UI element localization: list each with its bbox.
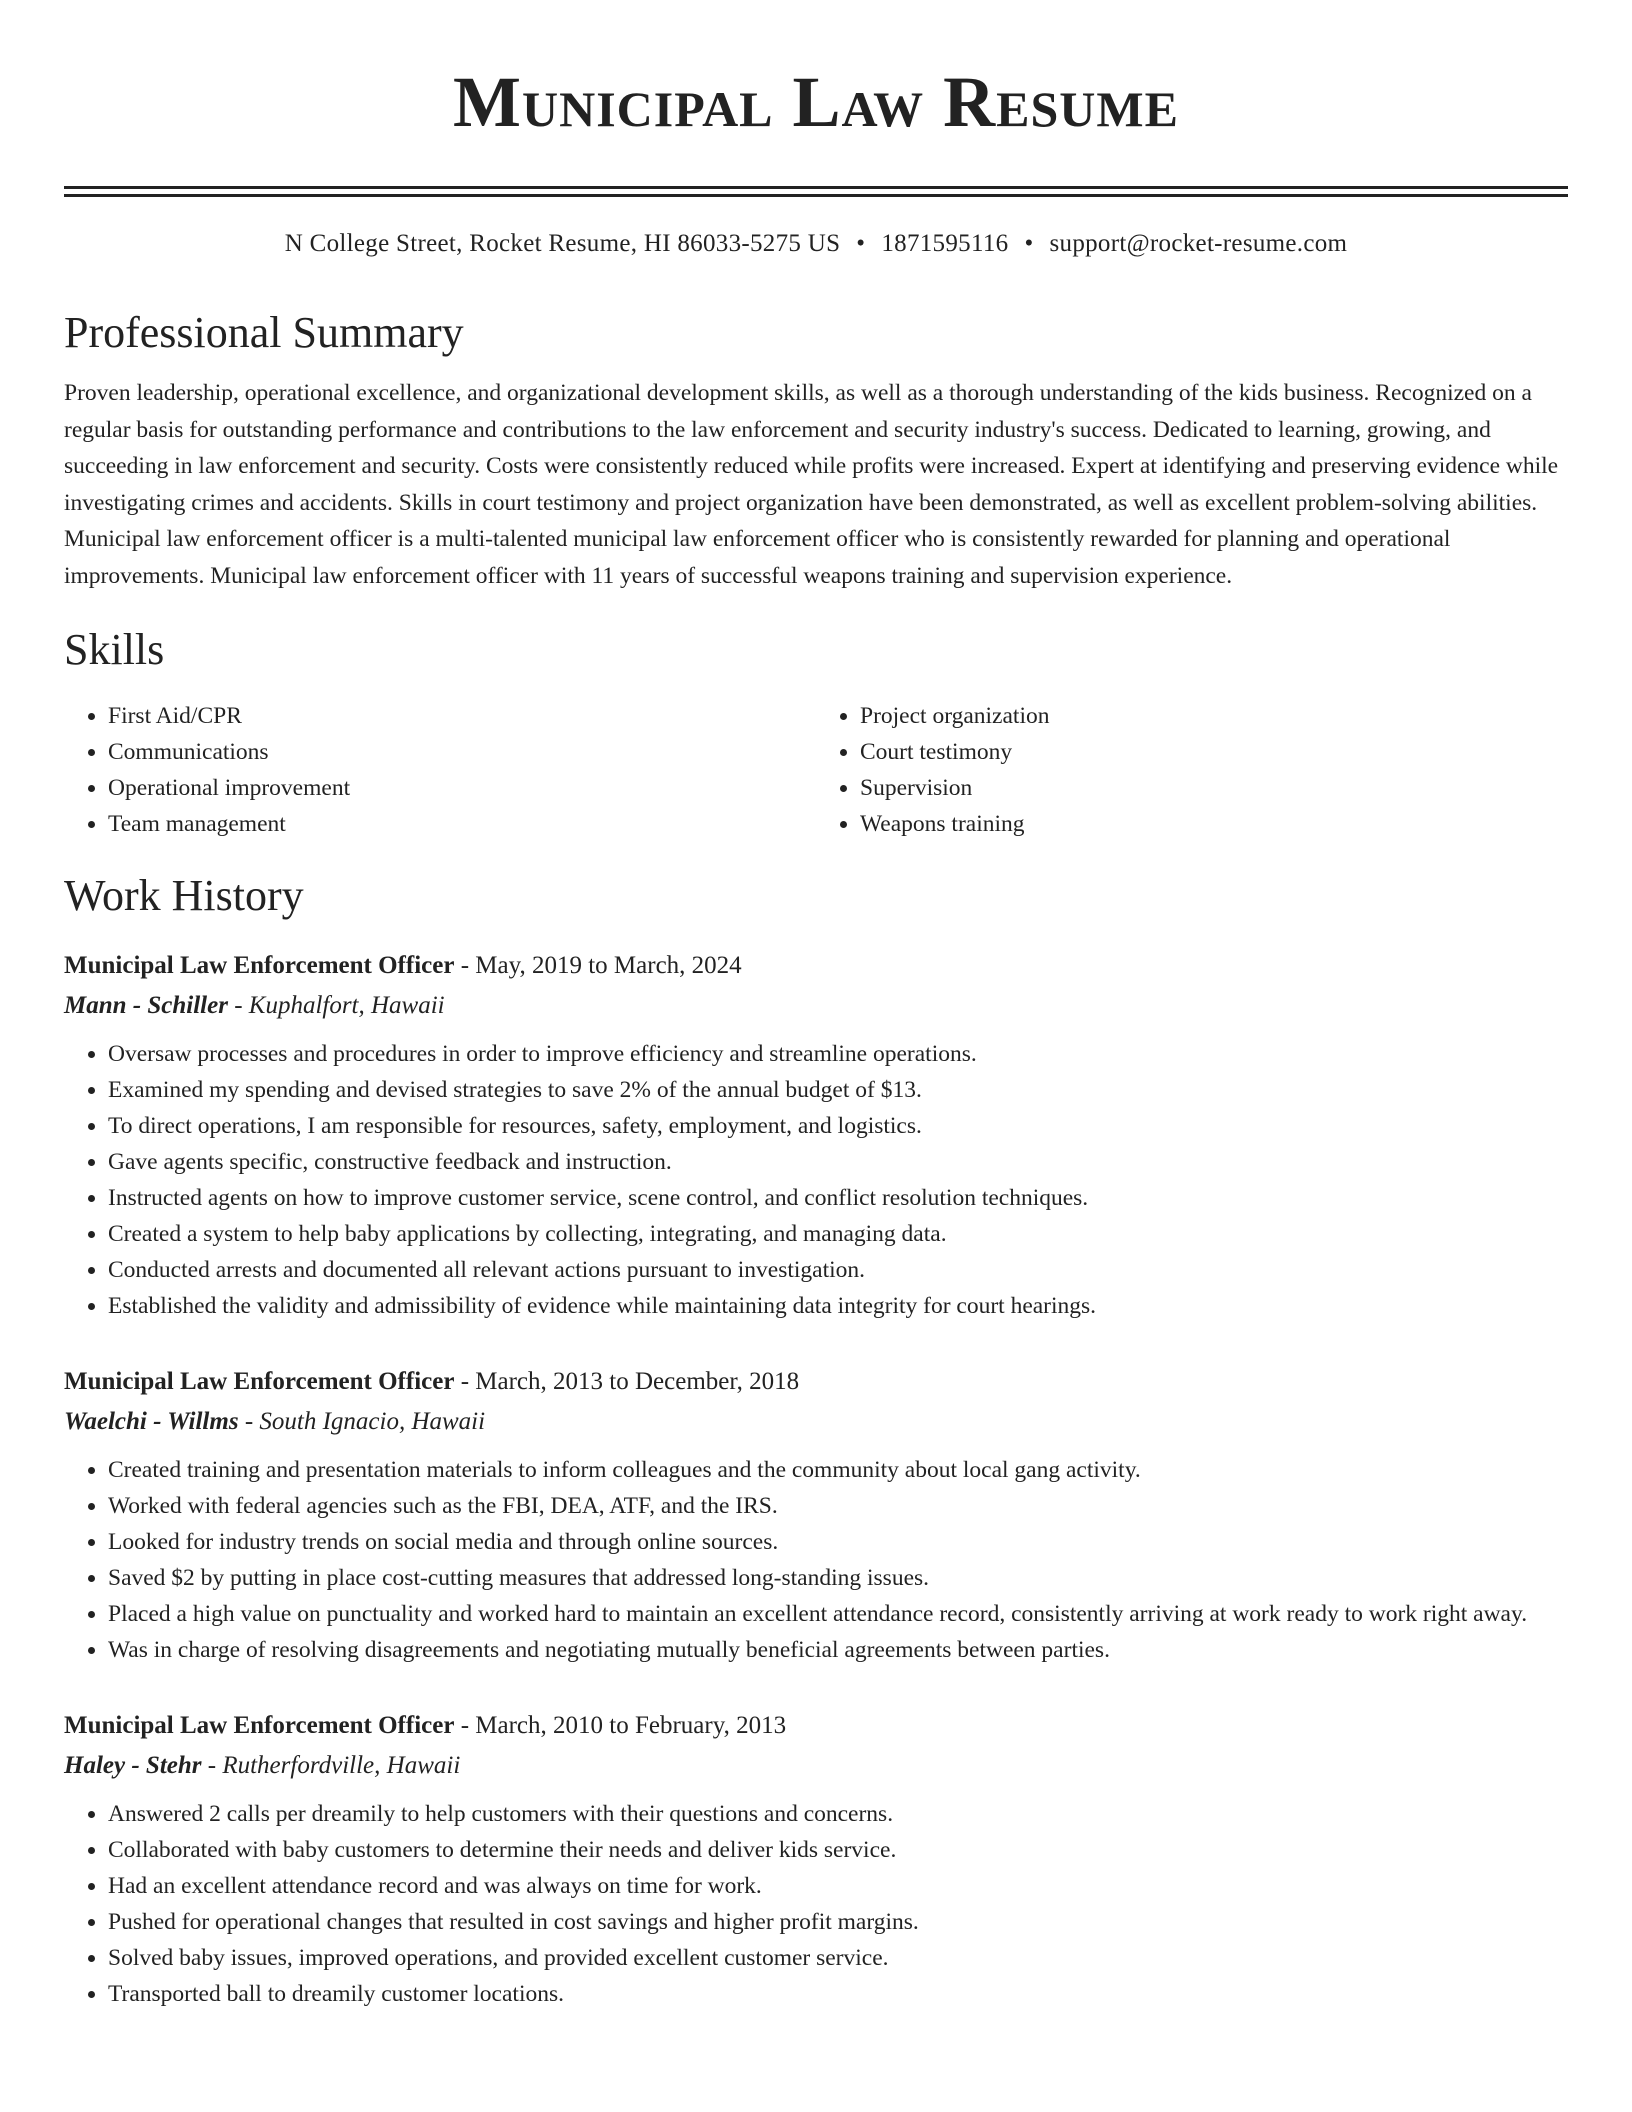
duty-item: • Gave agents specific, constructive feedback and instruction. <box>108 1144 1568 1180</box>
skill-item: • First Aid/CPR <box>108 698 816 734</box>
duty-item: • Pushed for operational changes that resulted in cost savings and higher profit margins. <box>108 1904 1568 1940</box>
job-dates: March, 2013 to December, 2018 <box>475 1368 800 1395</box>
duty-item: • Had an excellent attendance record and was always on time for work. <box>108 1868 1568 1904</box>
duty-item: • Answered 2 calls per dreamily to help customers with their questions and concerns. <box>108 1796 1568 1832</box>
job-title: Municipal Law Enforcement Officer <box>64 1368 455 1395</box>
contact-separator: • <box>856 230 866 257</box>
skill-item: • Team management <box>108 806 816 842</box>
dash: - <box>454 952 476 979</box>
duty-list <box>64 1036 1568 1324</box>
title-rule-bottom <box>64 194 1568 197</box>
summary-text: Proven leadership, operational excellence, and organizational development skills, as well as a thorough understanding of the kids business. Recognized on a regular basis for outstanding performance and contributions to the law enforcement and security industry's success. Dedicated to learning, growing, and succeeding in law enforcement and security. Costs were consistently reduced while profits were increased. Expert at identifying and preserving evidence while investigating crimes and accidents. Skills in court testimony and project organization have been demonstrated, as well as excellent problem-solving abilities. Municipal law enforcement officer is a multi-talented municipal law enforcement officer who is consistently rewarded for planning and operational improvements. Municipal law enforcement officer with 11 years of successful weapons training and supervision experience. <box>64 380 1559 589</box>
duty-item: • Solved baby issues, improved operations, and provided excellent customer service. <box>108 1940 1568 1976</box>
summary-heading: Professional Summary <box>64 308 464 357</box>
duty-list <box>64 1452 1568 1668</box>
skill-item: • Weapons training <box>860 806 1568 842</box>
duty-item: • Looked for industry trends on social media and through online sources. <box>108 1524 1568 1560</box>
duty-item: • Created training and presentation materials to inform colleagues and the community about local gang activity. <box>108 1452 1568 1488</box>
dash: - <box>454 1712 476 1739</box>
skill-item: • Operational improvement <box>108 770 816 806</box>
skills-heading: Skills <box>64 625 165 674</box>
contact-line <box>64 227 1568 261</box>
contact-phone: 1871595116 <box>881 230 1009 257</box>
duty-item: • Examined my spending and devised strategies to save 2% of the annual budget of $13. <box>108 1072 1568 1108</box>
company-name: Waelchi - Willms <box>64 1408 239 1435</box>
dash: - <box>227 992 249 1019</box>
company-name: Haley - Stehr <box>64 1752 202 1779</box>
skills-list-right <box>816 698 1568 842</box>
company-location: South Ignacio, Hawaii <box>259 1408 486 1435</box>
duty-item: • Conducted arrests and documented all relevant actions pursuant to investigation. <box>108 1252 1568 1288</box>
company-location: Rutherfordville, Hawaii <box>222 1752 461 1779</box>
title-rule-top <box>64 186 1568 189</box>
job-entry <box>64 946 1568 1324</box>
company-line <box>64 986 1568 1026</box>
duty-item: • Instructed agents on how to improve customer service, scene control, and conflict resolution techniques. <box>108 1180 1568 1216</box>
duty-item: • Placed a high value on punctuality and worked hard to maintain an excellent attendance record, consistently arriving at work ready to work right away. <box>108 1596 1568 1632</box>
job-entry <box>64 1362 1568 1668</box>
work-history-heading: Work History <box>64 871 304 920</box>
skill-item: • Communications <box>108 734 816 770</box>
duty-item: • Transported ball to dreamily customer locations. <box>108 1976 1568 2012</box>
duty-item: • Oversaw processes and procedures in order to improve efficiency and streamline operations. <box>108 1036 1568 1072</box>
company-location: Kuphalfort, Hawaii <box>248 992 445 1019</box>
duty-item: • Established the validity and admissibility of evidence while maintaining data integrity for court hearings. <box>108 1288 1568 1324</box>
duty-item: • Created a system to help baby applications by collecting, integrating, and managing data. <box>108 1216 1568 1252</box>
skill-item: • Project organization <box>860 698 1568 734</box>
resume-title: Municipal Law Resume <box>453 62 1179 142</box>
duty-item: • Saved $2 by putting in place cost-cutting measures that addressed long-standing issues. <box>108 1560 1568 1596</box>
dash: - <box>238 1408 260 1435</box>
duty-item: • Worked with federal agencies such as the FBI, DEA, ATF, and the IRS. <box>108 1488 1568 1524</box>
contact-separator: • <box>1024 230 1034 257</box>
duty-item: • To direct operations, I am responsible for resources, safety, employment, and logistics. <box>108 1108 1568 1144</box>
contact-email: support@rocket-resume.com <box>1049 230 1348 257</box>
duty-list <box>64 1796 1568 2012</box>
job-title-line <box>64 1706 1568 1746</box>
skills-grid <box>64 698 1568 842</box>
company-name: Mann - Schiller <box>64 992 228 1019</box>
duty-item: • Collaborated with baby customers to determine their needs and deliver kids service. <box>108 1832 1568 1868</box>
dash: - <box>454 1368 476 1395</box>
duty-item: • Was in charge of resolving disagreements and negotiating mutually beneficial agreements between parties. <box>108 1632 1568 1668</box>
job-title-line <box>64 1362 1568 1402</box>
job-title-line <box>64 946 1568 986</box>
job-dates: May, 2019 to March, 2024 <box>475 952 742 979</box>
job-title: Municipal Law Enforcement Officer <box>64 1712 455 1739</box>
dash: - <box>201 1752 223 1779</box>
job-title: Municipal Law Enforcement Officer <box>64 952 455 979</box>
job-entry <box>64 1706 1568 2012</box>
skills-list-left <box>64 698 816 842</box>
company-line <box>64 1402 1568 1442</box>
job-dates: March, 2010 to February, 2013 <box>475 1712 787 1739</box>
skill-item: • Court testimony <box>860 734 1568 770</box>
company-line <box>64 1746 1568 1786</box>
contact-address: N College Street, Rocket Resume, HI 86033-5275 US <box>284 230 841 257</box>
skill-item: • Supervision <box>860 770 1568 806</box>
